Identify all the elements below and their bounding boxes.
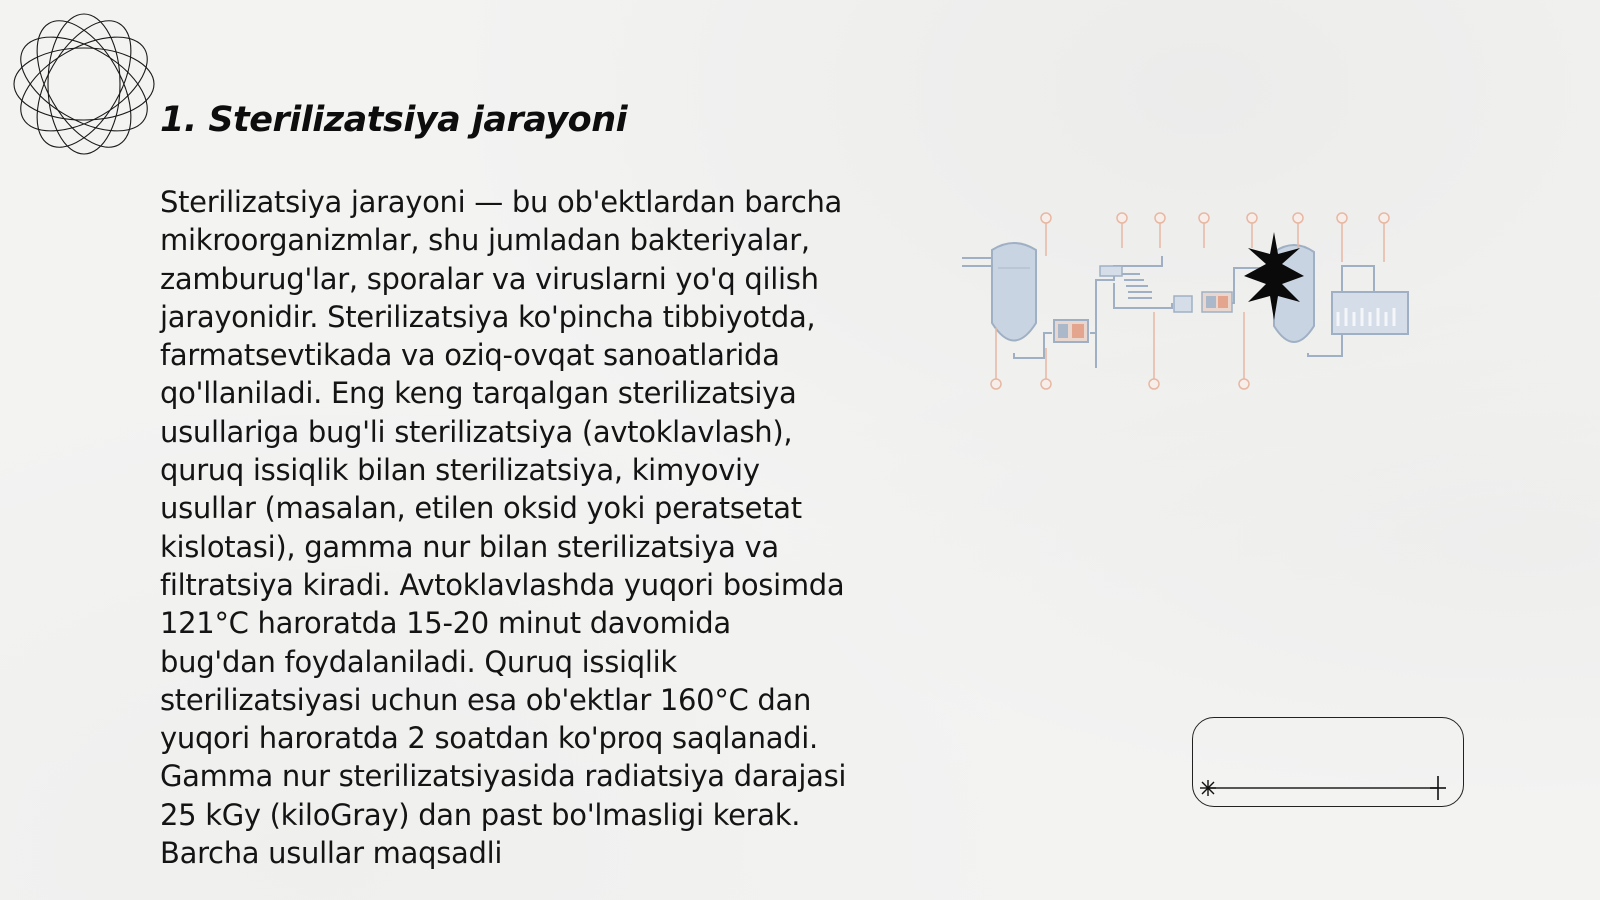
- cross-star-icon: [1430, 776, 1446, 800]
- process-flow-diagram: [962, 208, 1432, 398]
- four-point-star-icon: [1242, 230, 1306, 322]
- note-box-divider-line: [1198, 770, 1448, 800]
- spirograph-rings-decoration: [10, 10, 158, 158]
- vessel-left: [992, 243, 1036, 341]
- slide-title: 1. Sterilizatsiya jarayoni: [160, 100, 628, 140]
- slide-body-text: Sterilizatsiya jarayoni — bu ob'ektlardan barcha mikroorganizmlar, shu jumladan bakteriyalar, zamburug'lar, sporalar va viruslarni yo'q qilish jarayonidir. Sterilizatsiya ko'pincha tibbiyotda, farmatsevtikada va oziq-ovqat sanoatlarida qo'llaniladi. Eng keng tarqalgan sterilizatsiya usullariga bug'li sterilizatsiya (avtoklavlash), quruq issiqlik bilan sterilizatsiya, kimyoviy usullar (masalan, etilen oksid yoki peratsetat kislotasi), gamma nur bilan sterilizatsiya va filtratsiya kiradi. Avtoklavlashda yuqori bosimda 121°C haroratda 15-20 minut davomida bug'dan foydalaniladi. Quruq issiqlik sterilizatsiyasi uchun esa ob'ektlar 160°C dan yuqori haroratda 2 soatdan ko'proq saqlanadi. Gamma nur sterilizatsiyasida radiatsiya darajasi 25 kGy (kiloGray) dan past bo'lmasligi kerak. Barcha usullar maqsadli: [160, 185, 847, 871]
- sparkle-icon: [1200, 780, 1216, 796]
